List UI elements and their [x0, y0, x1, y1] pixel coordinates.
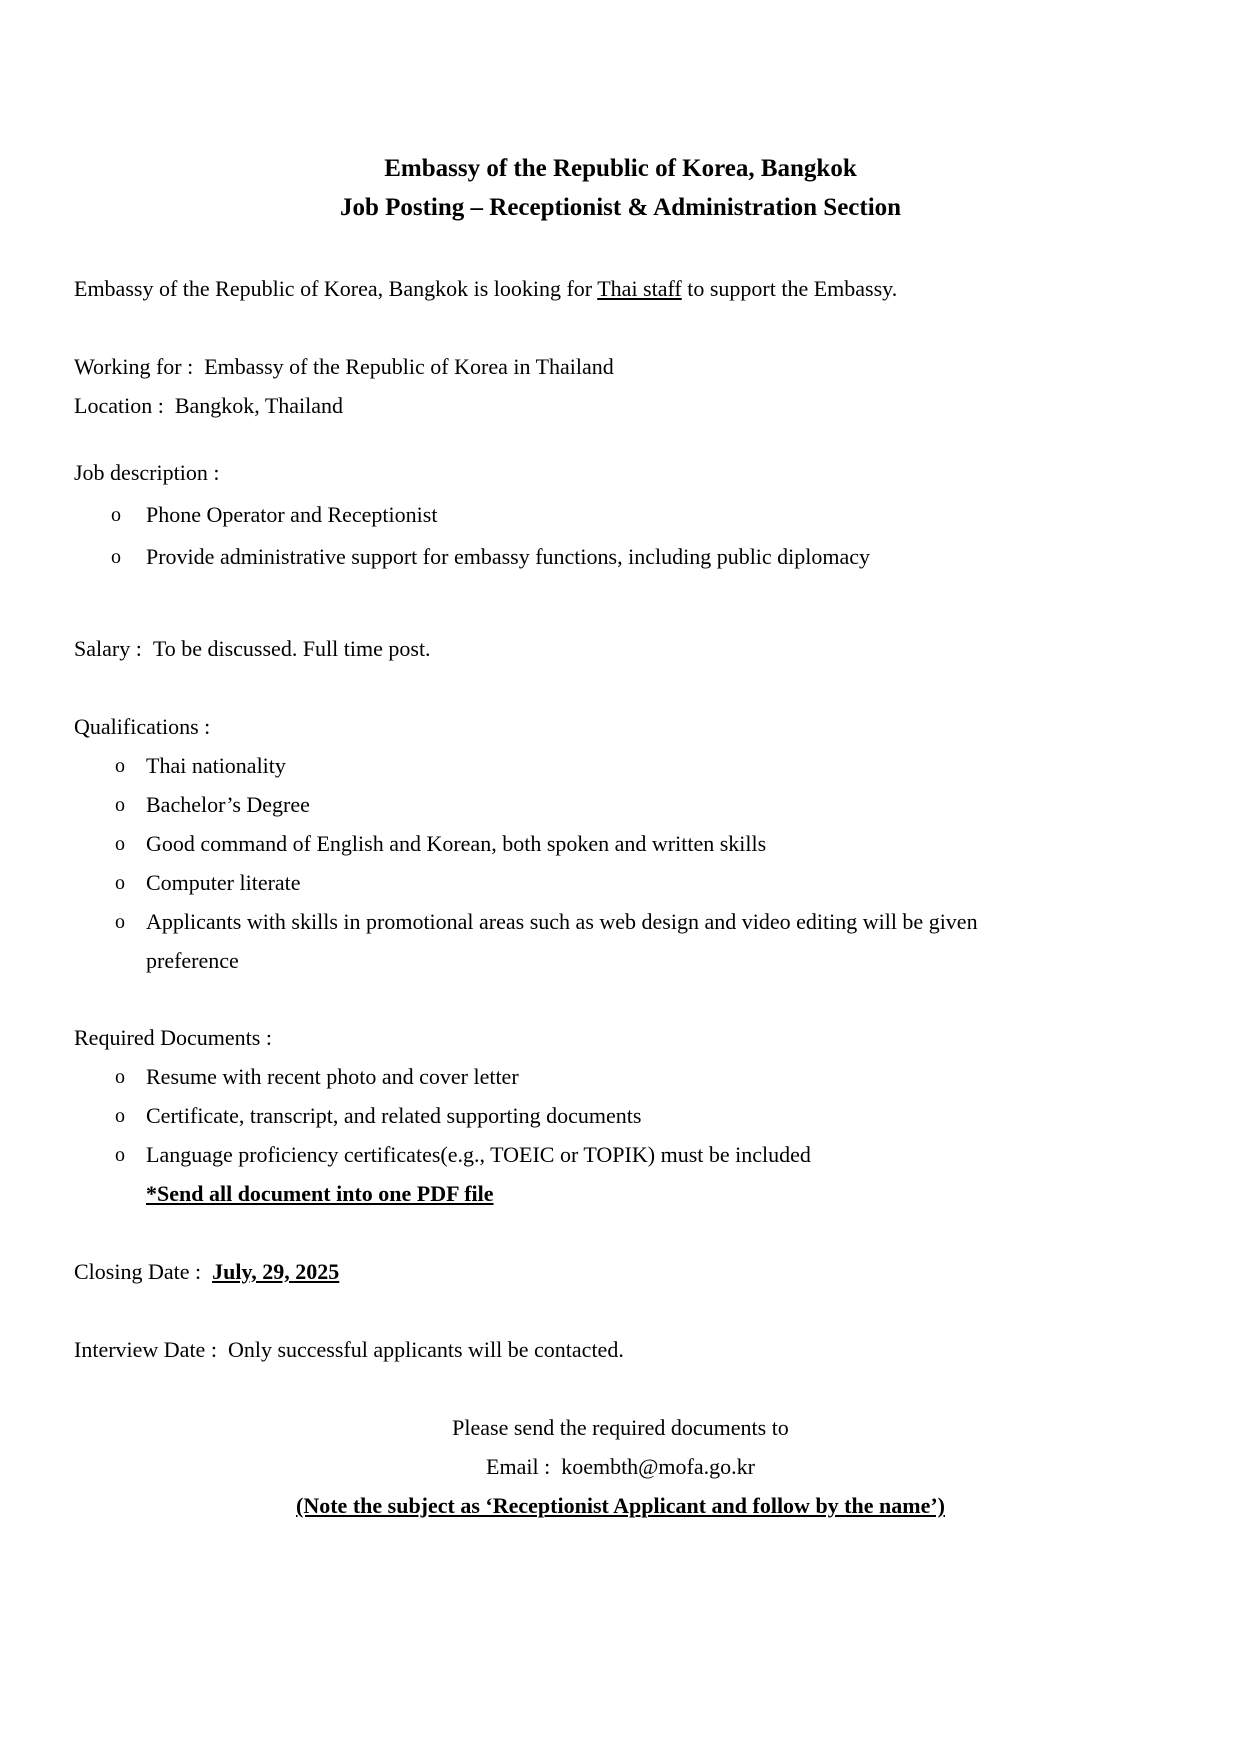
contact-email-line — [0, 1452, 1241, 1482]
qualification-item: Good command of English and Korean, both spoken and written skills — [146, 831, 767, 856]
interview-date-label: Interview Date : — [74, 1337, 217, 1362]
working-for-value: Embassy of the Republic of Korea in Thailand — [204, 354, 614, 379]
interview-date-line — [74, 1335, 624, 1365]
qualification-item: Thai nationality — [146, 753, 286, 778]
bullet-icon: o — [115, 1105, 125, 1127]
qualification-item-continuation: preference — [146, 948, 239, 973]
closing-date-label: Closing Date : — [74, 1259, 202, 1284]
contact-instruction: Please send the required documents to — [452, 1415, 789, 1440]
location-line — [74, 391, 343, 421]
email-address: koembth@mofa.go.kr — [561, 1454, 755, 1479]
job-description-item: Phone Operator and Receptionist — [146, 502, 438, 527]
bullet-icon: o — [115, 833, 125, 855]
pdf-note: *Send all document into one PDF file — [146, 1181, 494, 1206]
bullet-icon: o — [115, 755, 125, 777]
salary-line — [74, 634, 431, 664]
required-document-item: Language proficiency certificates(e.g., TOEIC or TOPIK) must be included — [146, 1142, 811, 1167]
working-for-line — [74, 352, 614, 382]
bullet-icon: o — [115, 1144, 125, 1166]
bullet-icon: o — [115, 794, 125, 816]
required-document-item: Certificate, transcript, and related supporting documents — [146, 1103, 642, 1128]
location-label: Location : — [74, 393, 164, 418]
qualifications-label: Qualifications : — [74, 714, 211, 739]
intro-paragraph — [74, 274, 897, 304]
bullet-icon: o — [115, 911, 125, 933]
required-documents-label: Required Documents : — [74, 1025, 272, 1050]
bullet-icon: o — [115, 1066, 125, 1088]
intro-after: to support the Embassy. — [681, 276, 898, 301]
intro-before: Embassy of the Republic of Korea, Bangkok is looking for — [74, 276, 598, 301]
salary-value: To be discussed. Full time post. — [152, 636, 431, 661]
closing-date-line — [74, 1257, 339, 1287]
qualification-item: Applicants with skills in promotional areas such as web design and video editing will be given — [146, 909, 978, 934]
title-line-2: Job Posting – Receptionist & Administration Section — [339, 194, 902, 221]
title-line-1: Embassy of the Republic of Korea, Bangkok — [384, 155, 857, 182]
interview-date-value: Only successful applicants will be contacted. — [227, 1337, 624, 1362]
email-label: Email : — [486, 1454, 551, 1479]
working-for-label: Working for : — [74, 354, 194, 379]
job-description-label: Job description : — [74, 460, 220, 485]
bullet-icon: o — [115, 872, 125, 894]
bullet-icon: o — [111, 546, 121, 568]
location-value: Bangkok, Thailand — [174, 393, 344, 418]
job-description-item: Provide administrative support for embassy functions, including public diplomacy — [146, 544, 871, 569]
required-document-item: Resume with recent photo and cover letter — [146, 1064, 519, 1089]
intro-highlight: Thai staff — [597, 276, 682, 301]
salary-label: Salary : — [74, 636, 142, 661]
closing-date-value: July, 29, 2025 — [212, 1259, 340, 1284]
qualification-item: Bachelor’s Degree — [146, 792, 310, 817]
subject-note: (Note the subject as ‘Receptionist Applicant and follow by the name’) — [296, 1493, 945, 1518]
qualification-item: Computer literate — [146, 870, 301, 895]
bullet-icon: o — [111, 504, 121, 526]
